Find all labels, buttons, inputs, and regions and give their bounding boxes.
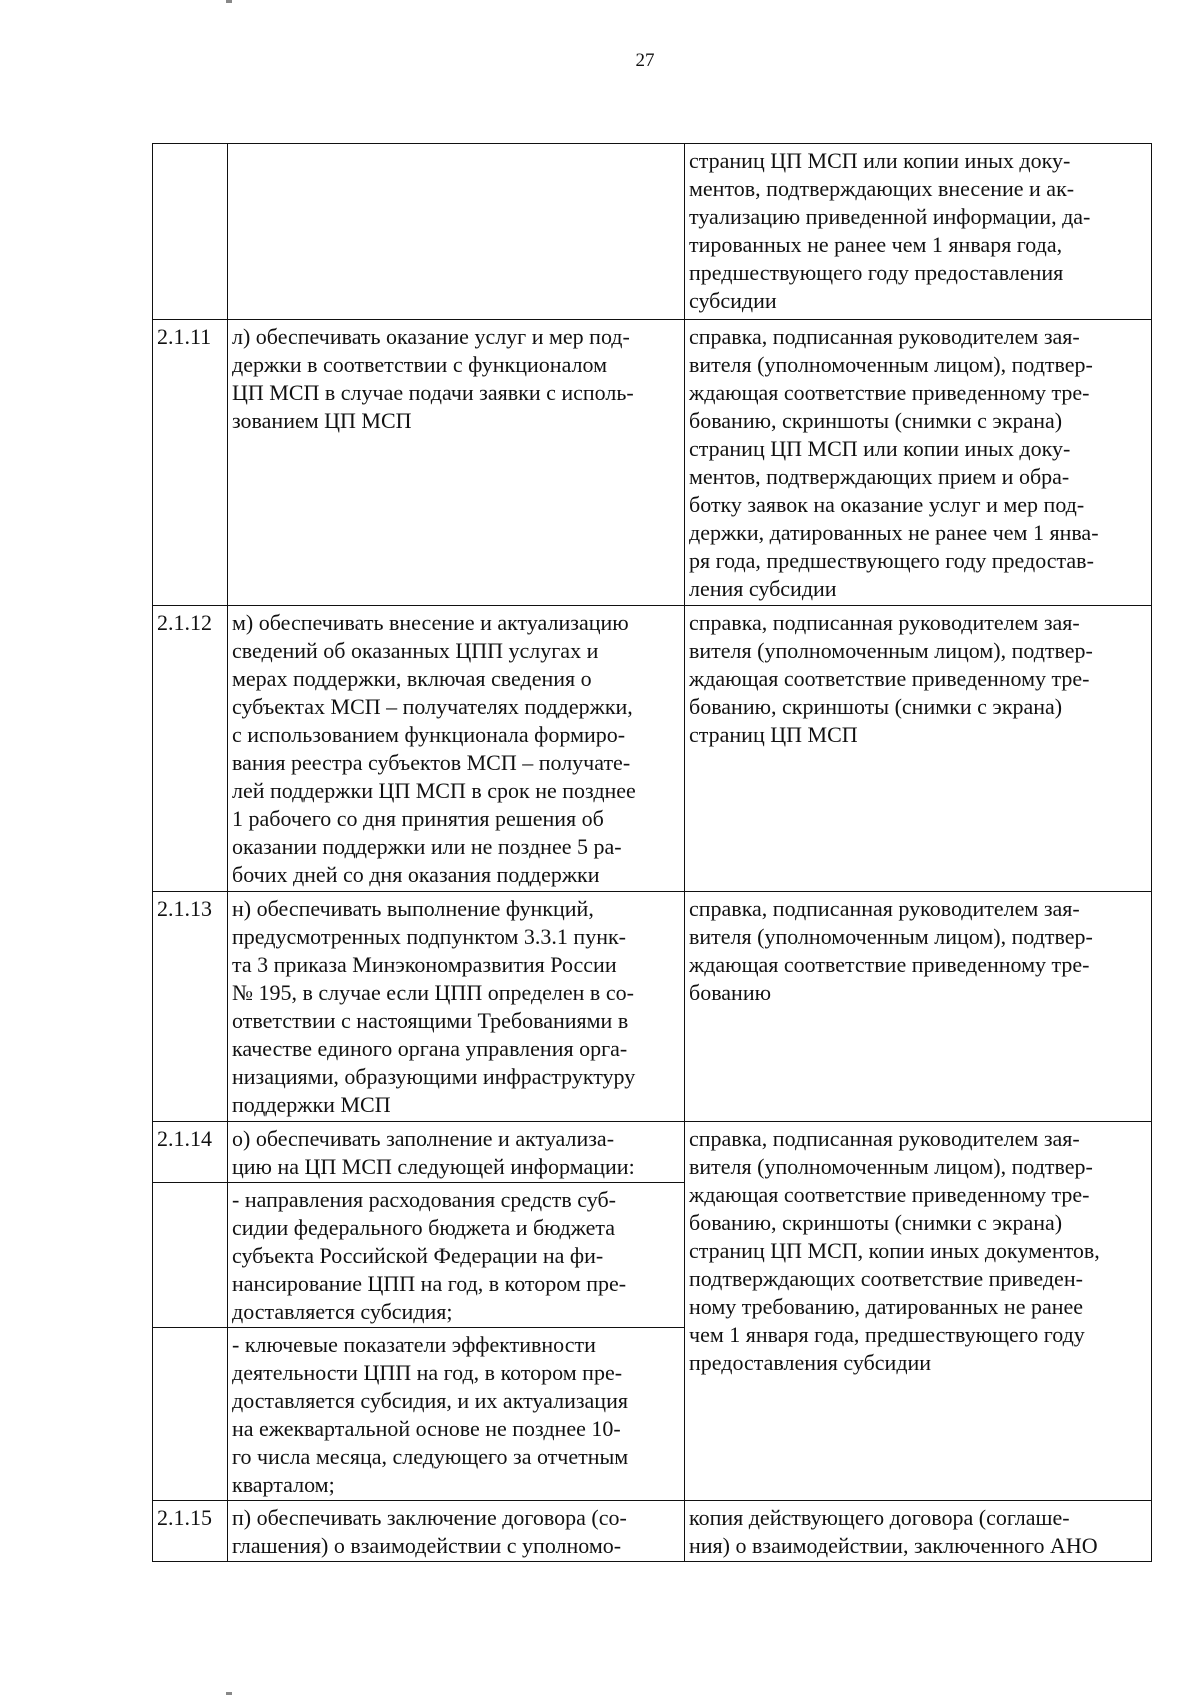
scan-mark	[226, 0, 232, 3]
item-number	[153, 1183, 228, 1328]
table-row	[153, 1122, 1152, 1183]
table-row	[153, 606, 1152, 892]
table-row	[153, 892, 1152, 1122]
evidence-text: страниц ЦП МСП или копии иных доку- ментов, подтверждающих внесение и ак- туализацию приведенной информации, да- тированных не ранее чем 1 января года, предшествующего году предоставления субсидии	[685, 144, 1152, 320]
requirement-text: о) обеспечивать заполнение и актуализа- цию на ЦП МСП следующей информации:	[228, 1122, 685, 1183]
evidence-text: справка, подписанная руководителем зая- вителя (уполномоченным лицом), подтвер- ждающая соответствие приведенному тре- бованию, скриншоты (снимки с экрана) страниц ЦП МСП или копии иных доку- ментов, подтверждающих прием и обра- ботку заявок на оказание услуг и мер под- держки, датированных не ранее чем 1 янва- ря года, предшествующего году предостав- ления субсидии	[685, 320, 1152, 606]
requirement-text	[228, 144, 685, 320]
item-number	[153, 144, 228, 320]
evidence-text: справка, подписанная руководителем зая- вителя (уполномоченным лицом), подтвер- ждающая соответствие приведенному тре- бованию, скриншоты (снимки с экрана) страниц ЦП МСП, копии иных документов, подтверждающих соответствие приведен- ному требованию, датированных не ранее чем 1 января года, предшествующего году предоставления субсидии	[685, 1122, 1152, 1501]
evidence-text: копия действующего договора (соглаше- ния) о взаимодействии, заключенного АНО	[685, 1501, 1152, 1562]
requirement-text: н) обеспечивать выполнение функций, предусмотренных подпунктом 3.3.1 пунк- та 3 приказа Минэкономразвития России № 195, в случае если ЦПП определен в со- ответствии с настоящими Требованиями в качестве единого органа управления орга- низациями, образующими инфраструктуру поддержки МСП	[228, 892, 685, 1122]
evidence-text: справка, подписанная руководителем зая- вителя (уполномоченным лицом), подтвер- ждающая соответствие приведенному тре- бованию	[685, 892, 1152, 1122]
table-row	[153, 320, 1152, 606]
page-number: 27	[635, 50, 655, 71]
item-number: 2.1.14	[153, 1122, 228, 1183]
item-number: 2.1.15	[153, 1501, 228, 1562]
requirement-text: п) обеспечивать заключение договора (со- глашения) о взаимодействии с уполномо-	[228, 1501, 685, 1562]
requirement-text: - ключевые показатели эффективности деятельности ЦПП на год, в котором пре- доставляется субсидия, и их актуализация на ежеквартальной основе не позднее 10- го числа месяца, следующего за отчетным кварталом;	[228, 1328, 685, 1501]
item-number: 2.1.12	[153, 606, 228, 892]
requirement-text: - направления расходования средств суб- сидии федерального бюджета и бюджета субъекта Российской Федерации на фи- нансирование ЦПП на год, в котором пре- доставляется субсидия;	[228, 1183, 685, 1328]
requirements-table	[152, 143, 1152, 1562]
item-number: 2.1.11	[153, 320, 228, 606]
item-number	[153, 1328, 228, 1501]
table-row	[153, 144, 1152, 320]
scan-mark	[226, 1692, 232, 1695]
requirement-text: м) обеспечивать внесение и актуализацию сведений об оказанных ЦПП услугах и мерах поддержки, включая сведения о субъектах МСП – получателях поддержки, с использованием функционала формиро- вания реестра субъектов МСП – получате- лей поддержки ЦП МСП в срок не позднее 1 рабочего со дня принятия решения об оказании поддержки или не позднее 5 ра- бочих дней со дня оказания поддержки	[228, 606, 685, 892]
requirement-text: л) обеспечивать оказание услуг и мер под- держки в соответствии с функционалом ЦП МСП в случае подачи заявки с исполь- зованием ЦП МСП	[228, 320, 685, 606]
item-number: 2.1.13	[153, 892, 228, 1122]
evidence-text: справка, подписанная руководителем зая- вителя (уполномоченным лицом), подтвер- ждающая соответствие приведенному тре- бованию, скриншоты (снимки с экрана) страниц ЦП МСП	[685, 606, 1152, 892]
table-row	[153, 1501, 1152, 1562]
